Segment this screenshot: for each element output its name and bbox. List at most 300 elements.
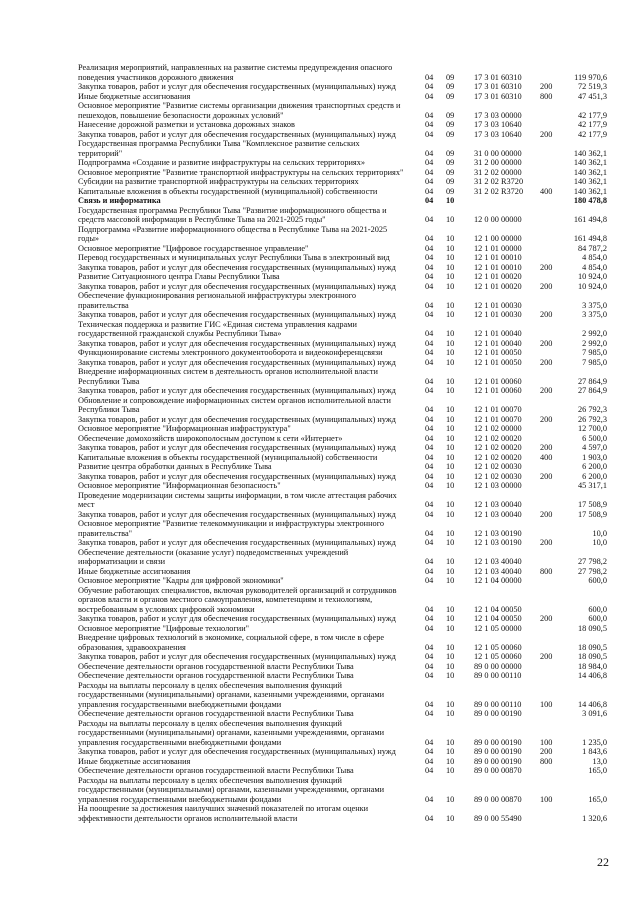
table-row: [0, 614, 639, 624]
row-target-code: 89 0 00 00110: [474, 699, 522, 709]
row-subsection-code: 10: [446, 424, 455, 433]
table-row: [0, 719, 639, 748]
row-amount: 3 375,0: [582, 310, 607, 319]
table-row: [0, 92, 639, 102]
row-subsection-code: 09: [446, 110, 455, 120]
row-amount: 600,0: [588, 576, 607, 585]
row-name: Обновление и сопровождение информационных систем органов исполнительной власти Республики Тыва: [78, 395, 391, 414]
row-target-code: 31 2 02 R3720: [474, 177, 524, 186]
row-subsection-code: 10: [446, 471, 455, 481]
row-subsection-code: 09: [446, 72, 455, 82]
row-amount: 17 508,9: [577, 500, 607, 509]
row-expense-type: 200: [540, 129, 553, 139]
row-section-code: 04: [425, 167, 434, 177]
row-subsection-code: 10: [446, 566, 455, 576]
row-amount: 10,0: [592, 538, 607, 547]
row-subsection-code: 10: [446, 614, 455, 623]
row-subsection-code: 10: [446, 661, 455, 671]
row-amount: 45 317,1: [577, 481, 607, 490]
row-amount: 27 864,9: [577, 376, 607, 386]
table-row: [0, 453, 639, 463]
row-amount: 27 798,2: [577, 566, 607, 576]
row-target-code: 12 1 01 00030: [474, 300, 522, 310]
row-amount: 1 235,0: [582, 737, 607, 747]
table-row: [0, 415, 639, 425]
table-row: [0, 168, 639, 178]
row-section-code: 04: [425, 158, 434, 167]
row-section-code: 04: [425, 794, 434, 804]
row-target-code: 12 1 00 00000: [474, 234, 522, 243]
row-expense-type: 200: [540, 414, 553, 424]
row-section-code: 04: [425, 186, 434, 196]
table-row: [0, 82, 639, 92]
row-section-code: 04: [425, 281, 434, 291]
row-target-code: 12 0 00 00000: [474, 215, 522, 224]
row-name: Основное мероприятие "Развитие системы организации движения транспортных средств и пешеходов, повышение безопасности дорожных условий": [78, 101, 401, 120]
row-name: Субсидии на развитие транспортной инфраструктуры на сельских территориях: [78, 177, 359, 186]
row-name: Обеспечение деятельности органов государственной власти Республики Тыва: [78, 766, 354, 775]
row-name: Закупка товаров, работ и услуг для обеспечения государственных (муниципальных) нужд: [78, 747, 396, 756]
row-subsection-code: 10: [446, 557, 455, 566]
row-subsection-code: 10: [446, 604, 455, 614]
row-section-code: 04: [425, 557, 434, 566]
row-amount: 84 787,2: [577, 243, 607, 253]
row-amount: 10,0: [592, 528, 607, 538]
row-section-code: 04: [425, 338, 434, 348]
row-subsection-code: 09: [446, 186, 455, 196]
table-row: [0, 225, 639, 244]
row-target-code: 12 1 01 00060: [474, 386, 522, 395]
table-row: [0, 339, 639, 349]
row-subsection-code: 10: [446, 300, 455, 310]
row-expense-type: 200: [540, 82, 553, 91]
row-section-code: 04: [425, 177, 434, 186]
row-target-code: 12 1 03 40040: [474, 557, 522, 566]
row-section-code: 04: [425, 376, 434, 386]
row-name: Государственная программа Республики Тыва "Комплексное развитие сельских территорий": [78, 139, 360, 158]
row-target-code: 12 1 03 00000: [474, 481, 522, 490]
row-target-code: 12 1 01 00050: [474, 357, 522, 367]
row-subsection-code: 09: [446, 129, 455, 139]
row-section-code: 04: [425, 671, 434, 680]
row-section-code: 04: [425, 215, 434, 224]
row-section-code: 04: [425, 405, 434, 414]
row-section-code: 04: [425, 234, 434, 243]
table-row: [0, 586, 639, 615]
row-subsection-code: 10: [446, 357, 455, 367]
table-row: [0, 367, 639, 386]
row-subsection-code: 10: [446, 794, 455, 804]
row-target-code: 12 1 01 00040: [474, 338, 522, 348]
row-target-code: 12 1 01 00040: [474, 329, 522, 338]
row-subsection-code: 10: [446, 756, 455, 766]
row-subsection-code: 09: [446, 158, 455, 167]
row-subsection-code: 10: [446, 652, 455, 661]
row-section-code: 04: [425, 300, 434, 310]
table-row: [0, 101, 639, 120]
row-subsection-code: 10: [446, 538, 455, 547]
row-target-code: 12 1 01 00020: [474, 281, 522, 291]
table-row: [0, 63, 639, 82]
row-name: Государственная программа Республики Тыва "Развитие информационного общества и средств массовой информации в Республике Тыва на 2021-2025 годы": [78, 205, 387, 224]
row-amount: 165,0: [588, 766, 607, 775]
row-target-code: 31 2 00 00000: [474, 158, 522, 167]
row-target-code: 12 1 02 00000: [474, 424, 522, 433]
row-target-code: 12 1 03 40040: [474, 566, 522, 576]
row-name: Закупка товаров, работ и услуг для обеспечения государственных (муниципальных) нужд: [78, 414, 396, 424]
row-name: Закупка товаров, работ и услуг для обеспечения государственных (муниципальных) нужд: [78, 652, 396, 661]
row-amount: 2 992,0: [582, 329, 607, 338]
row-target-code: 17 3 03 10640: [474, 120, 522, 129]
row-name: Расходы на выплаты персоналу в целях обеспечения выполнения функций государственными (муниципальными) органами, казенными учреждениями, органами управления государственными внебюджетными фондами: [78, 718, 385, 747]
table-row: [0, 386, 639, 396]
row-expense-type: 200: [540, 652, 553, 661]
row-subsection-code: 10: [446, 642, 455, 652]
row-name: Внедрение информационных систем в деятельность органов исполнительной власти Республики Тыва: [78, 367, 378, 386]
row-section-code: 04: [425, 756, 434, 766]
row-subsection-code: 10: [446, 462, 455, 471]
row-section-code: 04: [425, 196, 434, 205]
row-section-code: 04: [425, 509, 434, 519]
row-target-code: 89 0 00 00000: [474, 661, 522, 671]
row-subsection-code: 10: [446, 709, 455, 718]
row-subsection-code: 10: [446, 500, 455, 509]
row-target-code: 17 3 01 60310: [474, 91, 522, 101]
row-amount: 3 375,0: [582, 300, 607, 310]
row-expense-type: 100: [540, 794, 553, 804]
row-section-code: 04: [425, 813, 434, 823]
table-row: [0, 263, 639, 273]
table-row: [0, 757, 639, 767]
table-row: [0, 624, 639, 634]
row-section-code: 04: [425, 566, 434, 576]
row-expense-type: 200: [540, 357, 553, 367]
table-row: [0, 348, 639, 358]
row-subsection-code: 10: [446, 623, 455, 633]
row-section-code: 04: [425, 253, 434, 262]
row-section-code: 04: [425, 120, 434, 129]
row-target-code: 12 1 04 00050: [474, 614, 522, 623]
row-subsection-code: 10: [446, 196, 455, 205]
row-amount: 10 924,0: [577, 281, 607, 291]
row-name: Основное мероприятие "Кадры для цифровой экономики": [78, 576, 284, 585]
row-name: Функционирование системы электронного документооборота и видеоконференцсвязи: [78, 348, 383, 357]
row-name: Нанесение дорожной разметки и установка дорожных знаков: [78, 120, 295, 129]
table-row: [0, 120, 639, 130]
row-target-code: 12 1 01 00010: [474, 262, 522, 272]
row-target-code: 89 0 00 55490: [474, 813, 522, 823]
row-amount: 4 854,0: [582, 262, 607, 272]
row-name: Обеспечение деятельности органов государственной власти Республики Тыва: [78, 661, 354, 671]
row-amount: 2 992,0: [582, 338, 607, 348]
row-name: Закупка товаров, работ и услуг для обеспечения государственных (муниципальных) нужд: [78, 538, 396, 547]
row-section-code: 04: [425, 148, 434, 158]
row-section-code: 04: [425, 424, 434, 433]
row-amount: 4 854,0: [582, 253, 607, 262]
row-name: Перевод государственных и муниципальных услуг Республики Тыва в электронный вид: [78, 253, 390, 262]
row-target-code: 31 0 00 00000: [474, 148, 522, 158]
row-section-code: 04: [425, 82, 434, 91]
row-section-code: 04: [425, 699, 434, 709]
row-section-code: 04: [425, 329, 434, 338]
table-row: [0, 633, 639, 652]
row-name: Подпрограмма «Создание и развитие инфраструктуры на сельских территориях»: [78, 158, 366, 167]
row-section-code: 04: [425, 386, 434, 395]
table-row: [0, 358, 639, 368]
row-amount: 14 406,8: [577, 699, 607, 709]
row-subsection-code: 10: [446, 414, 455, 424]
row-target-code: 89 0 00 00870: [474, 794, 522, 804]
row-section-code: 04: [425, 737, 434, 747]
row-amount: 26 792,3: [577, 405, 607, 414]
row-target-code: 12 1 03 00040: [474, 509, 522, 519]
row-amount: 3 091,6: [582, 709, 607, 718]
row-name: Обеспечение деятельности (оказание услуг) подведомственных учреждений информатизации и связи: [78, 547, 349, 566]
row-section-code: 04: [425, 642, 434, 652]
table-row: [0, 462, 639, 472]
row-name: Закупка товаров, работ и услуг для обеспечения государственных (муниципальных) нужд: [78, 338, 396, 348]
row-section-code: 04: [425, 91, 434, 101]
row-subsection-code: 10: [446, 386, 455, 395]
row-target-code: 12 1 02 00020: [474, 433, 522, 443]
row-amount: 12 700,0: [577, 424, 607, 433]
row-name: Основное мероприятие "Информационная инфраструктура": [78, 424, 291, 433]
row-amount: 140 362,1: [573, 158, 607, 167]
row-target-code: 17 3 01 60310: [474, 72, 522, 82]
row-name: Обучение работающих специалистов, включая руководителей организаций и сотрудников органов власти и органов местного самоуправления, компетенциям и технологиям, востребованным в условиях цифровой экономики: [78, 585, 397, 614]
row-amount: 18 090,5: [577, 652, 607, 661]
row-name: Проведение модернизации системы защиты информации, в том числе аттестация рабочих мест: [78, 490, 397, 509]
table-row: [0, 434, 639, 444]
row-target-code: 12 1 04 00000: [474, 576, 522, 585]
row-subsection-code: 10: [446, 272, 455, 281]
row-expense-type: 400: [540, 186, 553, 196]
row-target-code: 17 3 03 00000: [474, 110, 522, 120]
row-subsection-code: 10: [446, 262, 455, 272]
row-name: Основное мероприятие "Развитие телекоммуникации и инфраструктуры электронного правительства": [78, 519, 385, 538]
row-expense-type: 200: [540, 310, 553, 319]
row-target-code: 17 3 03 10640: [474, 129, 522, 139]
row-expense-type: 200: [540, 386, 553, 395]
table-row: [0, 139, 639, 158]
row-amount: 140 362,1: [573, 148, 607, 158]
row-subsection-code: 10: [446, 671, 455, 680]
table-row: [0, 567, 639, 577]
row-target-code: 12 1 01 00070: [474, 405, 522, 414]
row-amount: 165,0: [588, 794, 607, 804]
row-target-code: 12 1 05 00000: [474, 623, 522, 633]
row-amount: 600,0: [588, 614, 607, 623]
row-target-code: 12 1 01 00020: [474, 272, 522, 281]
table-row: [0, 443, 639, 453]
table-row: [0, 576, 639, 586]
row-name: Внедрение цифровых технологий в экономике, социальной сфере, в том числе в сфере образования, здравоохранения: [78, 633, 385, 652]
row-name: Обеспечение функционирования региональной инфраструктуры электронного правительства: [78, 291, 357, 310]
row-amount: 1 843,6: [582, 747, 607, 756]
row-section-code: 04: [425, 357, 434, 367]
row-section-code: 04: [425, 747, 434, 756]
row-subsection-code: 09: [446, 120, 455, 129]
row-amount: 27 864,9: [577, 386, 607, 395]
row-target-code: 31 2 02 00000: [474, 167, 522, 177]
row-name: Расходы на выплаты персоналу в целях обеспечения выполнения функций государственными (муниципальными) органами, казенными учреждениями, органами управления государственными внебюджетными фондами: [78, 775, 385, 804]
row-target-code: 12 1 03 00190: [474, 528, 522, 538]
table-row: [0, 681, 639, 710]
table-row: [0, 510, 639, 520]
row-target-code: 12 1 01 00060: [474, 376, 522, 386]
row-amount: 18 090,5: [577, 623, 607, 633]
row-name: Капитальные вложения в объекты государственной (муниципальной) собственности: [78, 186, 378, 196]
table-row: [0, 747, 639, 757]
row-name: Реализация мероприятий, направленных на развитие системы предупреждения опасного поведения участников дорожного движения: [78, 63, 393, 82]
row-target-code: 12 1 01 00070: [474, 414, 522, 424]
row-amount: 72 519,3: [577, 82, 607, 91]
row-name: На поощрение за достижения наилучших значений показателей по итогам оценки эффективности деятельности органов исполнительной власти: [78, 804, 369, 823]
row-expense-type: 100: [540, 737, 553, 747]
table-row: [0, 272, 639, 282]
row-target-code: 17 3 01 60310: [474, 82, 522, 91]
row-section-code: 04: [425, 652, 434, 661]
budget-table: [0, 63, 639, 823]
row-section-code: 04: [425, 471, 434, 481]
row-name: Обеспечение деятельности органов государственной власти Республики Тыва: [78, 671, 354, 680]
row-amount: 42 177,9: [577, 120, 607, 129]
row-amount: 161 494,8: [573, 234, 607, 243]
table-row: [0, 206, 639, 225]
row-section-code: 04: [425, 72, 434, 82]
row-name: Подпрограмма «Развитие информационного общества в Республике Тыва на 2021-2025 годы»: [78, 224, 388, 243]
row-target-code: 89 0 00 00870: [474, 766, 522, 775]
row-expense-type: 800: [540, 756, 553, 766]
row-name: Закупка товаров, работ и услуг для обеспечения государственных (муниципальных) нужд: [78, 443, 396, 452]
row-amount: 18 090,5: [577, 642, 607, 652]
row-subsection-code: 10: [446, 253, 455, 262]
table-row: [0, 491, 639, 510]
table-row: [0, 804, 639, 823]
row-name: Закупка товаров, работ и услуг для обеспечения государственных (муниципальных) нужд: [78, 357, 396, 367]
table-row: [0, 291, 639, 310]
row-expense-type: 200: [540, 262, 553, 272]
table-row: [0, 320, 639, 339]
table-row: [0, 282, 639, 292]
row-name: Основное мероприятие "Информационная безопасность": [78, 481, 281, 490]
table-row: [0, 519, 639, 538]
table-row: [0, 177, 639, 187]
row-expense-type: 200: [540, 509, 553, 519]
row-name: Закупка товаров, работ и услуг для обеспечения государственных (муниципальных) нужд: [78, 386, 396, 395]
row-subsection-code: 10: [446, 329, 455, 338]
row-expense-type: 200: [540, 538, 553, 547]
row-section-code: 04: [425, 452, 434, 462]
row-section-code: 04: [425, 272, 434, 281]
table-row: [0, 652, 639, 662]
row-amount: 7 985,0: [582, 348, 607, 357]
row-subsection-code: 09: [446, 148, 455, 158]
row-amount: 42 177,9: [577, 110, 607, 120]
row-expense-type: 200: [540, 471, 553, 481]
table-row: [0, 662, 639, 672]
row-amount: 600,0: [588, 604, 607, 614]
table-row: [0, 196, 639, 206]
row-name: Иные бюджетные ассигнования: [78, 91, 191, 101]
row-target-code: 12 1 02 00030: [474, 462, 522, 471]
row-name: Закупка товаров, работ и услуг для обеспечения государственных (муниципальных) нужд: [78, 262, 396, 272]
row-section-code: 04: [425, 661, 434, 671]
row-name: Иные бюджетные ассигнования: [78, 566, 191, 576]
row-expense-type: 400: [540, 452, 553, 462]
table-row: [0, 424, 639, 434]
row-amount: 140 362,1: [573, 177, 607, 186]
table-row: [0, 130, 639, 140]
row-name: Основное мероприятие "Цифровые технологии": [78, 623, 250, 633]
row-name: Закупка товаров, работ и услуг для обеспечения государственных (муниципальных) нужд: [78, 129, 396, 139]
table-row: [0, 776, 639, 805]
row-target-code: 12 1 01 00050: [474, 348, 522, 357]
row-subsection-code: 10: [446, 766, 455, 775]
row-subsection-code: 10: [446, 737, 455, 747]
table-row: [0, 538, 639, 548]
row-amount: 6 500,0: [582, 433, 607, 443]
row-amount: 6 200,0: [582, 471, 607, 481]
row-target-code: 89 0 00 00190: [474, 756, 522, 766]
table-row: [0, 671, 639, 681]
row-name: Основное мероприятие "Цифровое государственное управление": [78, 243, 309, 253]
row-name: Развитие центра обработки данных в Республике Тыва: [78, 462, 272, 471]
row-subsection-code: 09: [446, 82, 455, 91]
row-amount: 10 924,0: [577, 272, 607, 281]
row-name: Обеспечение домохозяйств широкополосным доступом к сети «Интернет»: [78, 433, 343, 443]
row-name: Связь и информатика: [78, 196, 161, 205]
row-target-code: 89 0 00 00190: [474, 737, 522, 747]
row-target-code: 12 1 04 00050: [474, 604, 522, 614]
row-section-code: 04: [425, 433, 434, 443]
row-name: Закупка товаров, работ и услуг для обеспечения государственных (муниципальных) нужд: [78, 471, 396, 481]
row-name: Развитие Ситуационного центра Главы Республики Тыва: [78, 272, 280, 281]
row-name: Расходы на выплаты персоналу в целях обеспечения выполнения функций государственными (муниципальными) органами, казенными учреждениями, органами управления государственными внебюджетными фондами: [78, 680, 385, 709]
row-section-code: 04: [425, 262, 434, 272]
row-subsection-code: 10: [446, 699, 455, 709]
row-subsection-code: 09: [446, 177, 455, 186]
row-subsection-code: 09: [446, 167, 455, 177]
row-expense-type: 100: [540, 699, 553, 709]
row-amount: 17 508,9: [577, 509, 607, 519]
row-target-code: 89 0 00 00110: [474, 671, 522, 680]
row-name: Обеспечение деятельности органов государственной власти Республики Тыва: [78, 709, 354, 718]
table-row: [0, 310, 639, 320]
row-section-code: 04: [425, 528, 434, 538]
row-subsection-code: 10: [446, 576, 455, 585]
row-amount: 18 984,0: [577, 661, 607, 671]
row-target-code: 12 1 03 00190: [474, 538, 522, 547]
row-subsection-code: 10: [446, 443, 455, 452]
row-subsection-code: 10: [446, 433, 455, 443]
row-expense-type: 200: [540, 338, 553, 348]
row-expense-type: 200: [540, 747, 553, 756]
row-name: Основное мероприятие "Развитие транспортной инфраструктуры на сельских территориях": [78, 167, 404, 177]
row-section-code: 04: [425, 766, 434, 775]
row-subsection-code: 10: [446, 481, 455, 490]
row-subsection-code: 10: [446, 281, 455, 291]
row-target-code: 12 1 03 00040: [474, 500, 522, 509]
row-target-code: 12 1 01 00000: [474, 243, 522, 253]
row-amount: 26 792,3: [577, 414, 607, 424]
row-target-code: 89 0 00 00190: [474, 747, 522, 756]
row-amount: 27 798,2: [577, 557, 607, 566]
row-section-code: 04: [425, 348, 434, 357]
row-amount: 161 494,8: [573, 215, 607, 224]
table-row: [0, 158, 639, 168]
row-subsection-code: 10: [446, 509, 455, 519]
